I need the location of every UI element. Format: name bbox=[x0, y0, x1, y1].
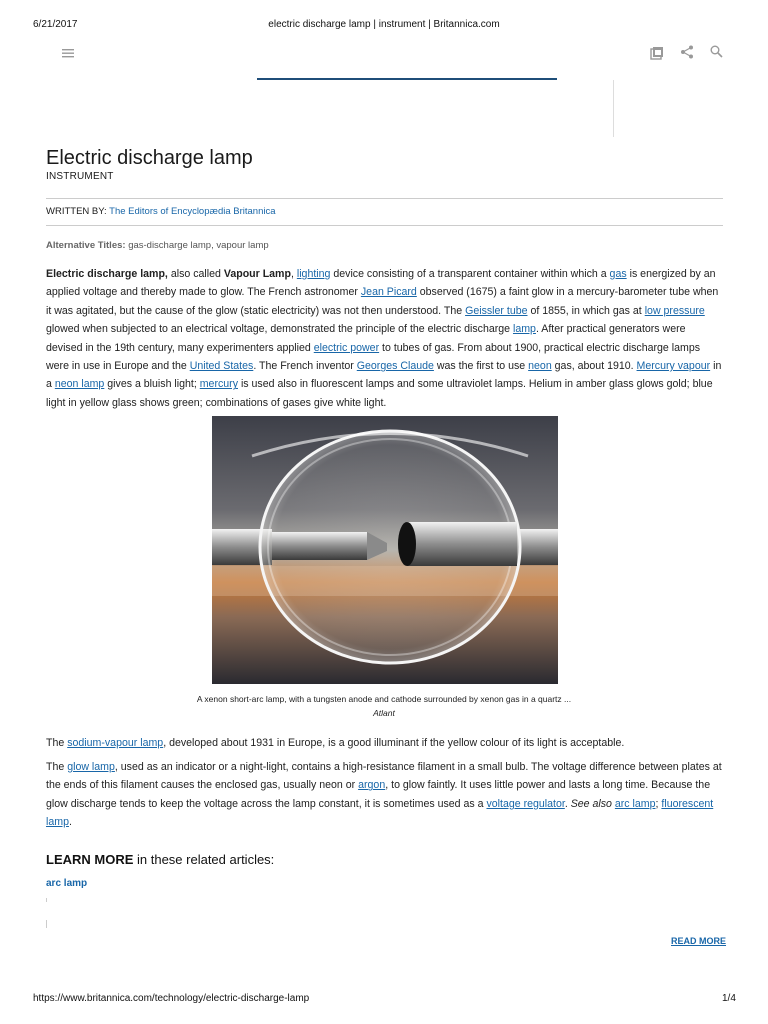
link-mercury-vapour[interactable]: Mercury vapour bbox=[636, 360, 711, 373]
text: gives a bluish light; bbox=[104, 378, 200, 391]
divider bbox=[46, 920, 47, 928]
text: glowed when subjected to an electrical voltage, demonstrated the principle of the electric discharge bbox=[46, 323, 513, 336]
text: of 1855, in which gas at bbox=[527, 304, 645, 317]
text: is used also in fluorescent lamps and some ultraviolet lamps. Helium in amber glass glows gold; blue light in yellow glass shows green; combinations of gases give white light. bbox=[46, 378, 713, 409]
link-electric-power[interactable]: electric power bbox=[313, 341, 380, 354]
xenon-lamp-photo[interactable] bbox=[212, 416, 558, 684]
link-gas[interactable]: gas bbox=[609, 268, 627, 280]
alt-titles-value: gas-discharge lamp, vapour lamp bbox=[128, 240, 269, 251]
link-sodium-vapour-lamp[interactable]: sodium-vapour lamp bbox=[67, 737, 164, 749]
banner-divider bbox=[613, 80, 614, 137]
text: . After practical generators were devised in the 19th century, many experimenters applied bbox=[46, 323, 686, 354]
top-toolbar bbox=[0, 38, 768, 68]
read-more-link[interactable]: READ MORE bbox=[671, 936, 727, 946]
related-heading bbox=[46, 852, 274, 867]
link-arc-lamp[interactable]: arc lamp bbox=[614, 797, 656, 810]
text: . The French inventor bbox=[253, 360, 357, 373]
link-fluorescent-lamp[interactable]: fluorescent lamp bbox=[46, 797, 714, 829]
text: , bbox=[290, 268, 297, 280]
byline-label: WRITTEN BY: bbox=[46, 206, 107, 217]
link-glow-lamp[interactable]: glow lamp bbox=[67, 761, 115, 773]
link-lamp[interactable]: lamp bbox=[512, 323, 536, 336]
text: device consisting of a transparent container within which a bbox=[330, 268, 610, 280]
text: ; bbox=[655, 797, 662, 810]
link-georges-claude[interactable]: Georges Claude bbox=[356, 360, 434, 373]
byline-author-link[interactable]: The Editors of Encyclopædia Britannica bbox=[109, 206, 276, 217]
divider bbox=[46, 225, 723, 226]
term-bold: Vapour Lamp bbox=[223, 268, 291, 280]
link-united-states[interactable]: United States bbox=[189, 360, 254, 373]
text: to tubes of gas. From about 1900, practical electric discharge lamps were in use in Europe and the bbox=[46, 341, 701, 373]
text: . bbox=[68, 816, 72, 829]
related-heading-bold: LEARN MORE bbox=[46, 852, 134, 867]
text: . bbox=[564, 797, 571, 810]
page-number: 1/4 bbox=[722, 993, 736, 1004]
link-geissler-tube[interactable]: Geissler tube bbox=[465, 304, 528, 317]
divider bbox=[46, 198, 723, 199]
text: , developed about 1931 in Europe, is a good illuminant if the yellow colour of its light is acceptable. bbox=[163, 737, 625, 749]
text: , to glow faintly. It uses little power and lasts a long time. Because the glow discharge tends to keep the voltage across the lamp constant, it is sometimes used as a bbox=[46, 779, 711, 810]
link-neon[interactable]: neon bbox=[528, 360, 552, 373]
see-also-label: See also bbox=[570, 797, 612, 810]
alternative-titles bbox=[46, 240, 269, 251]
text: The bbox=[46, 737, 68, 749]
print-date: 6/21/2017 bbox=[33, 19, 78, 30]
link-argon[interactable]: argon bbox=[358, 779, 386, 792]
print-url: https://www.britannica.com/technology/electric-discharge-lamp bbox=[33, 993, 310, 1004]
divider bbox=[46, 898, 47, 902]
link-mercury[interactable]: mercury bbox=[199, 378, 238, 391]
page-title: Electric discharge lamp bbox=[46, 147, 253, 169]
link-voltage-regulator[interactable]: voltage regulator bbox=[486, 797, 565, 810]
search-icon[interactable] bbox=[710, 45, 723, 63]
banner-rule bbox=[257, 78, 557, 80]
print-title: electric discharge lamp | instrument | Britannica.com bbox=[268, 19, 500, 30]
share-icon[interactable] bbox=[680, 45, 694, 64]
article-category: INSTRUMENT bbox=[46, 171, 114, 182]
image-credit: Atlant bbox=[373, 708, 395, 718]
link-jean-picard[interactable]: Jean Picard bbox=[360, 286, 417, 299]
link-neon-lamp[interactable]: neon lamp bbox=[54, 378, 105, 391]
text: in a bbox=[46, 360, 722, 391]
image-caption: A xenon short-arc lamp, with a tungsten anode and cathode surrounded by xenon gas in a quartz ... bbox=[196, 694, 572, 704]
related-heading-rest: in these related articles: bbox=[133, 852, 275, 867]
gallery-icon[interactable] bbox=[650, 46, 664, 65]
link-lighting[interactable]: lighting bbox=[296, 268, 331, 280]
term-bold: Electric discharge lamp, bbox=[46, 268, 168, 280]
alt-titles-label: Alternative Titles: bbox=[46, 240, 126, 251]
text: also called bbox=[167, 268, 224, 280]
article-paragraph bbox=[46, 734, 724, 752]
text: is energized by an applied voltage and thereby made to glow. The French astronomer bbox=[46, 268, 716, 299]
text: was the first to use bbox=[433, 360, 529, 373]
text: The bbox=[46, 761, 68, 773]
related-item-arc-lamp[interactable]: arc lamp bbox=[46, 878, 88, 889]
hamburger-icon[interactable] bbox=[62, 46, 76, 64]
byline bbox=[46, 206, 276, 217]
article-paragraph bbox=[46, 265, 724, 412]
text: gas, about 1910. bbox=[551, 360, 637, 373]
link-low-pressure[interactable]: low pressure bbox=[644, 304, 705, 317]
article-paragraph bbox=[46, 758, 724, 832]
text: , used as an indicator or a night-light, contains a high-resistance filament in a small bulb. The voltage difference between plates at the ends of this filament causes the enclosed gas, usually neon or bbox=[46, 761, 722, 792]
text: observed (1675) a faint glow in a mercury-barometer tube when it was agitated, but the cause of the glow (static electricity) was not then understood. The bbox=[46, 286, 719, 317]
